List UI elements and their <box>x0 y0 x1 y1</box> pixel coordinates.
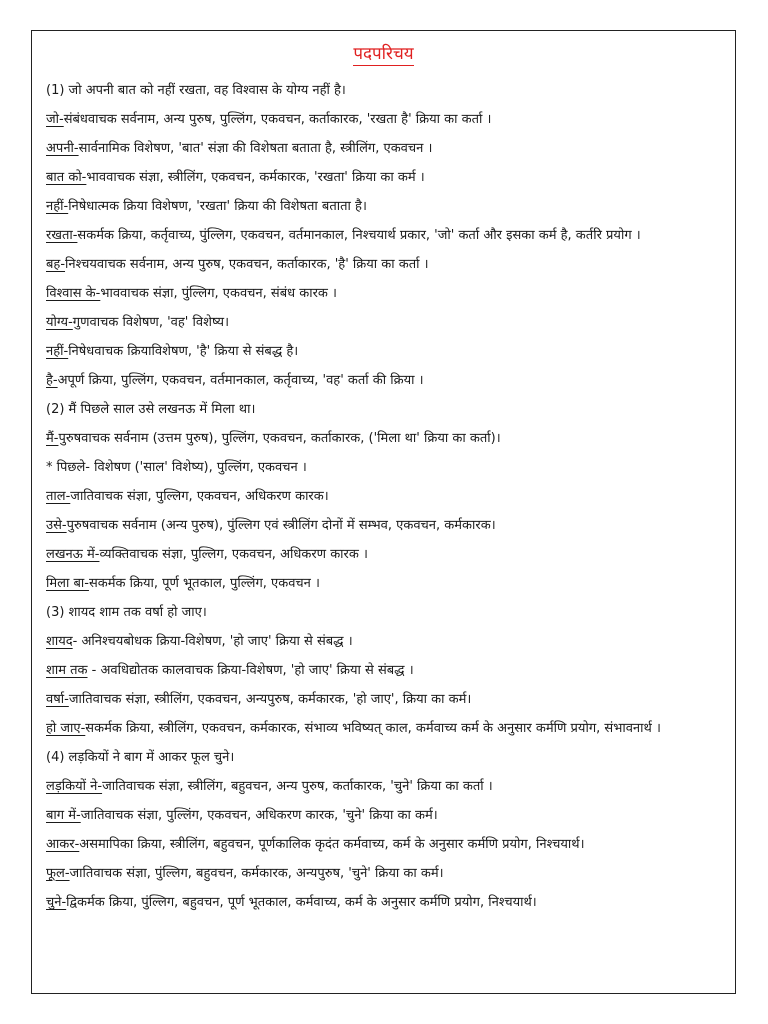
term: बात को- <box>46 170 87 185</box>
term: रखता- <box>46 228 78 243</box>
description: असमापिका क्रिया, स्त्रीलिंग, बहुवचन, पूर्णकालिक कृदंत कर्मवाच्य, कर्म के अनुसार कर्मणि प्रयोग, निश्चयार्थ। <box>79 837 585 852</box>
parse-entry <box>46 250 725 279</box>
parse-entry <box>46 569 725 598</box>
description: निषेधात्मक क्रिया विशेषण, 'रखता' क्रिया की विशेषता बताता है। <box>68 199 367 214</box>
description: सकर्मक क्रिया, पूर्ण भूतकाल, पुल्लिंग, एकवचन । <box>88 576 320 591</box>
term: शायद <box>46 634 73 649</box>
term: हो जाए- <box>46 721 86 736</box>
term: योग्य- <box>46 315 73 330</box>
description: (2) मैं पिछले साल उसे लखनऊ में मिला था। <box>46 402 256 417</box>
term: लड़कियों ने- <box>46 779 103 794</box>
description: * पिछले- विशेषण ('साल' विशेष्य), पुल्लिंग, एकवचन । <box>46 460 307 475</box>
term: शाम तक <box>46 663 88 678</box>
parse-entry <box>46 134 725 163</box>
description: (1) जो अपनी बात को नहीं रखता, वह विश्वास के योग्य नहीं है। <box>46 83 346 98</box>
term: अपनी- <box>46 141 79 156</box>
description: (3) शायद शाम तक वर्षा हो जाए। <box>46 605 207 620</box>
parse-entry <box>46 830 725 859</box>
description: जातिवाचक संज्ञा, पुल्लिग, एकवचन, अधिकरण कारक। <box>70 489 329 504</box>
term: मिला बा- <box>46 576 89 591</box>
parse-entry <box>46 482 725 511</box>
term: है- <box>46 373 58 388</box>
term: नहीं- <box>46 344 69 359</box>
parse-entry <box>46 685 725 714</box>
parse-entry <box>46 656 725 685</box>
description: सकर्मक क्रिया, कर्तृवाच्य, पुंल्लिग, एकवचन, वर्तमानकाल, निश्चयार्थ प्रकार, 'जो' कर्ता और इसका कर्म है, कर्तरि प्रयोग । <box>77 228 641 243</box>
description: भाववाचक संज्ञा, स्त्रीलिंग, एकवचन, कर्मकारक, 'रखता' क्रिया का कर्म । <box>86 170 425 185</box>
sentence-heading <box>46 76 725 105</box>
parse-entry <box>46 308 725 337</box>
document-page <box>31 30 736 994</box>
parse-entry <box>46 105 725 134</box>
description: गुणवाचक विशेषण, 'वह' विशेष्य। <box>72 315 230 330</box>
term: वर्षा- <box>46 692 69 707</box>
term: नहीं- <box>46 199 69 214</box>
description: व्यक्तिवाचक संज्ञा, पुल्लिग, एकवचन, अधिकरण कारक । <box>99 547 368 562</box>
sentence-heading <box>46 743 725 772</box>
parse-entry <box>46 453 725 482</box>
parse-entry <box>46 888 725 917</box>
term: जो- <box>46 112 64 127</box>
description: जातिवाचक संज्ञा, पुंल्लिग, बहुवचन, कर्मकारक, अन्यपुरुष, 'चुने' क्रिया का कर्म। <box>69 866 444 881</box>
term: लखनऊ में- <box>46 547 100 562</box>
term: मैं- <box>46 431 59 446</box>
description: द्विकर्मक क्रिया, पुंल्लिग, बहुवचन, पूर्ण भूतकाल, कर्मवाच्य, कर्म के अनुसार कर्मणि प्रयोग, निश्चयार्थ। <box>66 895 537 910</box>
page-title: पदपरिचय <box>353 44 414 64</box>
description: अपूर्ण क्रिया, पुल्लिंग, एकवचन, वर्तमानकाल, कर्तृवाच्य, 'वह' कर्ता की क्रिया । <box>57 373 424 388</box>
sentence-heading <box>46 395 725 424</box>
parse-entry <box>46 192 725 221</box>
description: संबंधवाचक सर्वनाम, अन्य पुरुष, पुल्लिंग, एकवचन, कर्ताकारक, 'रखता है' क्रिया का कर्ता । <box>63 112 492 127</box>
term: बाग में- <box>46 808 81 823</box>
description: - अनिश्चयबोधक क्रिया-विशेषण, 'हो जाए' क्रिया से संबद्ध । <box>72 634 353 649</box>
description: (4) लड़कियों ने बाग में आकर फूल चुने। <box>46 750 235 765</box>
description: पुरुषवाचक सर्वनाम (अन्य पुरुष), पुंल्लिग एवं स्त्रीलिंग दोनों में सम्भव, एकवचन, कर्मकारक। <box>66 518 496 533</box>
parse-entry <box>46 714 725 743</box>
parse-entry <box>46 366 725 395</box>
description: निश्चयवाचक सर्वनाम, अन्य पुरुष, एकवचन, कर्ताकारक, 'है' क्रिया का कर्ता । <box>65 257 429 272</box>
parse-entry <box>46 511 725 540</box>
term: उसे- <box>46 518 67 533</box>
term: फूल- <box>46 866 70 881</box>
parse-entry <box>46 221 725 250</box>
parse-entry <box>46 627 725 656</box>
description: निषेधवाचक क्रियाविशेषण, 'है' क्रिया से संबद्ध है। <box>68 344 299 359</box>
term: बह- <box>46 257 66 272</box>
description: भाववाचक संज्ञा, पुंल्लिग, एकवचन, संबंध कारक । <box>100 286 337 301</box>
description: सार्वनामिक विशेषण, 'बात' संज्ञा की विशेषता बताता है, स्त्रीलिंग, एकवचन । <box>78 141 433 156</box>
description: जातिवाचक संज्ञा, स्त्रीलिंग, बहुवचन, अन्य पुरुष, कर्ताकारक, 'चुने' क्रिया का कर्ता । <box>102 779 493 794</box>
description: जातिवाचक संज्ञा, स्त्रीलिंग, एकवचन, अन्यपुरुष, कर्मकारक, 'हो जाए', क्रिया का कर्म। <box>68 692 472 707</box>
parse-entry <box>46 424 725 453</box>
parse-entry <box>46 859 725 888</box>
description: जातिवाचक संज्ञा, पुल्लिंग, एकवचन, अधिकरण कारक, 'चुने' क्रिया का कर्म। <box>80 808 438 823</box>
parse-entry <box>46 772 725 801</box>
term: ताल- <box>46 489 71 504</box>
term: आकर- <box>46 837 80 852</box>
sentence-heading <box>46 598 725 627</box>
description: सकर्मक क्रिया, स्त्रीलिंग, एकवचन, कर्मकारक, संभाव्य भविष्यत् काल, कर्मवाच्य कर्म के अनुसार कर्मणि प्रयोग, संभावनार्थ । <box>85 721 661 736</box>
description: - अवधिद्योतक कालवाचक क्रिया-विशेषण, 'हो जाए' क्रिया से संबद्ध । <box>87 663 414 678</box>
parse-entry <box>46 163 725 192</box>
term: चुने- <box>46 895 67 910</box>
term: विश्वास के- <box>46 286 101 301</box>
description: पुरुषवाचक सर्वनाम (उत्तम पुरुष), पुल्लिंग, एकवचन, कर्ताकारक, ('मिला था' क्रिया का कर्ता)। <box>58 431 501 446</box>
parse-entry <box>46 279 725 308</box>
parse-entry <box>46 337 725 366</box>
parse-entry <box>46 540 725 569</box>
parse-entry <box>46 801 725 830</box>
content-lines <box>46 76 725 917</box>
